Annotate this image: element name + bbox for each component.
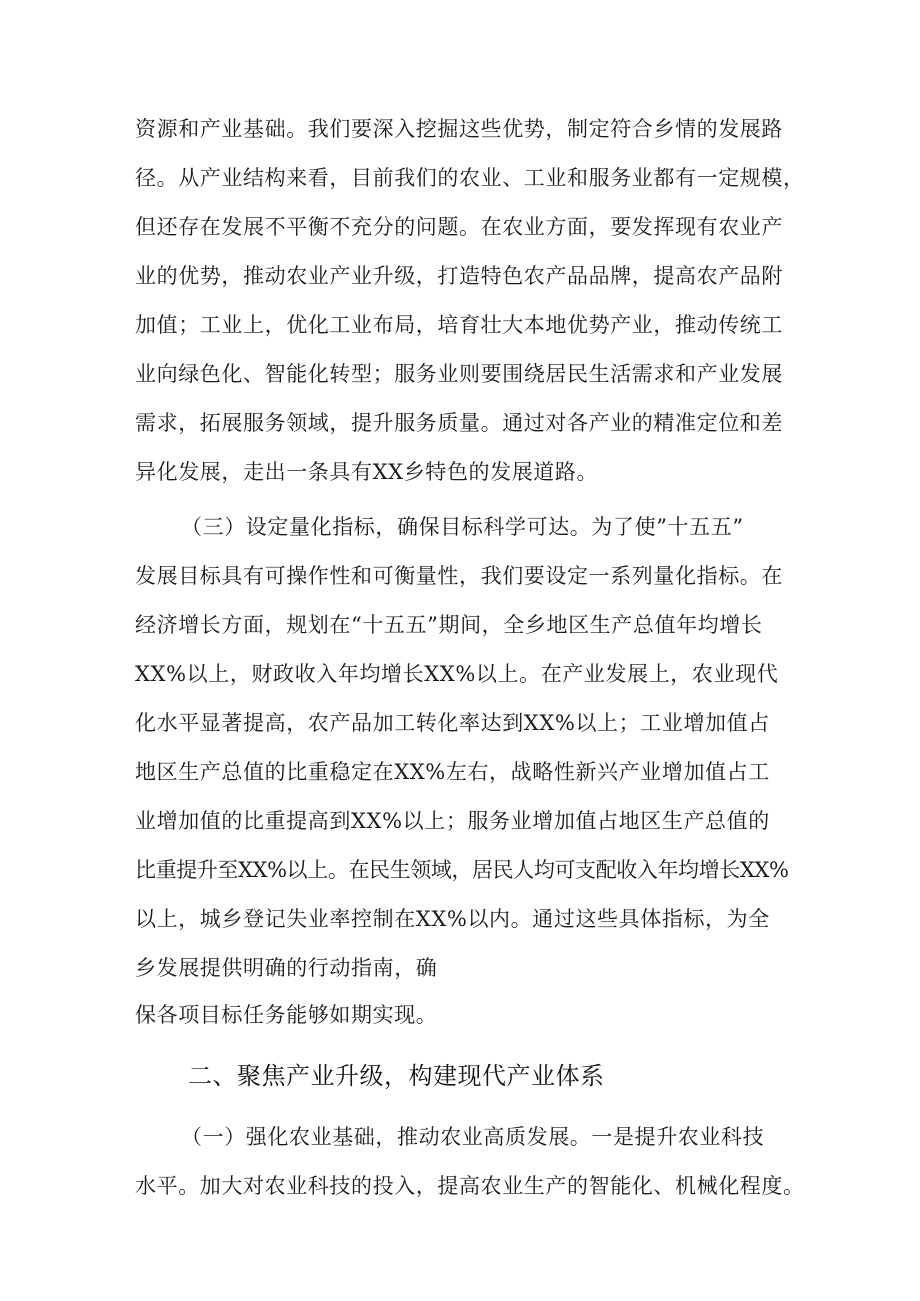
paragraph-line: 加值；工业上，优化工业布局，培育壮大本地优势产业，推动传统工	[135, 313, 783, 337]
paragraph-line: 但还存在发展不平衡不充分的问题。在农业方面，要发挥现有农业产	[135, 215, 783, 239]
paragraph-line: 资源和产业基础。我们要深入挖掘这些优势，制定符合乡情的发展路	[135, 117, 783, 141]
paragraph-line: 经济增长方面，规划在“十五五”期间，全乡地区生产总值年均增长	[135, 613, 763, 637]
paragraph-line: 业向绿色化、智能化转型；服务业则要围绕居民生活需求和产业发展	[135, 362, 783, 386]
paragraph-line: 水平。加大对农业科技的投入，提高农业生产的智能化、机械化程度。	[135, 1174, 805, 1198]
paragraph-line-indented: （三）设定量化指标，确保目标科学可达。为了使”十五五”	[181, 515, 744, 539]
paragraph-line: 比重提升至XX%以上。在民生领域，居民人均可支配收入年均增长XX%	[135, 858, 789, 882]
paragraph-line: 需求，拓展服务领域，提升服务质量。通过对各产业的精准定位和差	[135, 411, 783, 435]
paragraph-line: 异化发展，走出一条具有XX乡特色的发展道路。	[135, 460, 599, 484]
paragraph-line: 化水平显著提高，农产品加工转化率达到XX%以上；工业增加值占	[135, 711, 770, 735]
paragraph-line: XX%以上，财政收入年均增长XX%以上。在产业发展上，农业现代	[135, 662, 779, 686]
paragraph-line: 乡发展提供明确的行动指南，确	[135, 956, 438, 980]
paragraph-line-indented: （一）强化农业基础，推动农业高质发展。一是提升农业科技	[181, 1125, 765, 1149]
paragraph-line: 业增加值的比重提高到XX%以上；服务业增加值占地区生产总值的	[135, 809, 770, 833]
paragraph-line: 发展目标具有可操作性和可衡量性，我们要设定一系列量化指标。在	[135, 564, 783, 588]
paragraph-line: 径。从产业结构来看，目前我们的农业、工业和服务业都有一定规模，	[135, 166, 805, 190]
paragraph-line: 以上，城乡登记失业率控制在XX%以内。通过这些具体指标，为全	[135, 907, 770, 931]
paragraph-line: 业的优势，推动农业产业升级，打造特色农产品品牌，提高农产品附	[135, 264, 783, 288]
section-heading: 二、聚焦产业升级，构建现代产业体系	[188, 1062, 605, 1090]
paragraph-line: 保各项目标任务能够如期实现。	[135, 1003, 438, 1027]
paragraph-line: 地区生产总值的比重稳定在XX%左右，战略性新兴产业增加值占工	[135, 760, 770, 784]
